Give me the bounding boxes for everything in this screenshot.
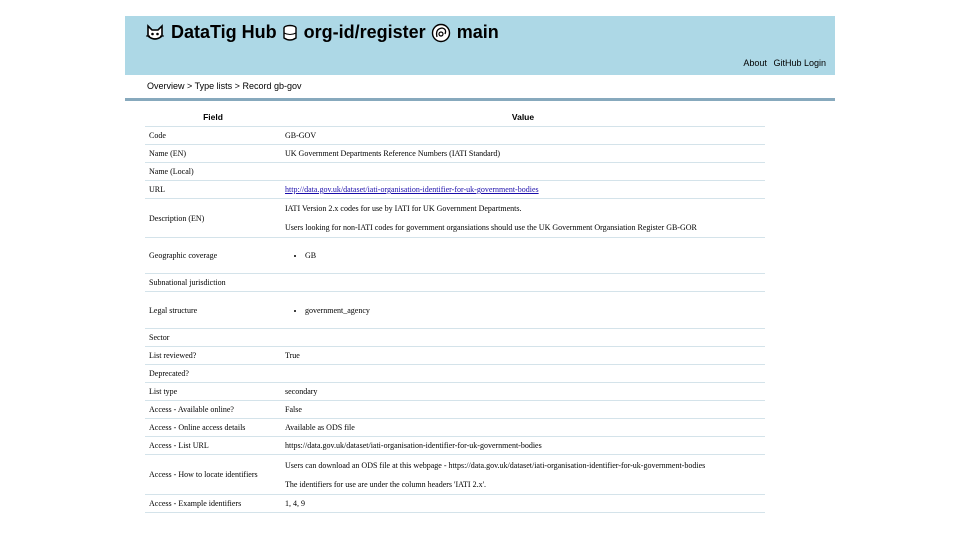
- field-value: [281, 329, 765, 347]
- table-row: [145, 199, 765, 238]
- app-name-link[interactable]: DataTig Hub: [171, 22, 277, 42]
- field-label: Name (EN): [145, 145, 281, 163]
- breadcrumb-separator: >: [187, 81, 193, 91]
- field-label: Description (EN): [145, 199, 281, 238]
- cat-icon: [145, 24, 165, 42]
- field-label: URL: [145, 181, 281, 199]
- list-item: • GB: [305, 251, 765, 260]
- field-label: Geographic coverage: [145, 238, 281, 274]
- table-row: [145, 419, 765, 437]
- github-login-link[interactable]: GitHub Login: [773, 58, 826, 68]
- site-header: [125, 16, 835, 75]
- field-label: List type: [145, 383, 281, 401]
- field-value: secondary: [281, 383, 765, 401]
- repo-link[interactable]: org-id/register: [303, 22, 426, 42]
- field-label: Access - Online access details: [145, 419, 281, 437]
- breadcrumb: [125, 75, 835, 101]
- description-paragraph: IATI Version 2.x codes for use by IATI for UK Government Departments.: [285, 204, 522, 213]
- field-label: Deprecated?: [145, 365, 281, 383]
- field-value: UK Government Departments Reference Numbers (IATI Standard): [281, 145, 765, 163]
- field-value: [281, 238, 765, 274]
- description-paragraph: Users looking for non-IATI codes for government organsiations should use the UK Government Organsiation Register GB-GOR: [285, 223, 697, 232]
- table-row: [145, 437, 765, 455]
- table-row: [145, 292, 765, 329]
- field-label: Code: [145, 127, 281, 145]
- field-value: [281, 199, 765, 238]
- table-row: [145, 401, 765, 419]
- field-label: Sector: [145, 329, 281, 347]
- top-nav: [739, 58, 826, 68]
- field-value: True: [281, 347, 765, 365]
- table-row: [145, 383, 765, 401]
- record-table: [145, 107, 765, 513]
- table-header-row: [145, 107, 765, 127]
- field-value: [281, 181, 765, 199]
- field-label: Subnational jurisdiction: [145, 274, 281, 292]
- field-value: https://data.gov.uk/dataset/iati-organisation-identifier-for-uk-government-bodies: [281, 437, 765, 455]
- field-column-header: Field: [145, 107, 281, 127]
- field-value: [281, 455, 765, 495]
- field-value: [281, 365, 765, 383]
- field-label: Access - Available online?: [145, 401, 281, 419]
- field-value: [281, 274, 765, 292]
- table-row: [145, 181, 765, 199]
- field-value: [281, 292, 765, 329]
- branch-link[interactable]: main: [456, 22, 499, 42]
- value-column-header: Value: [281, 107, 765, 127]
- field-value: False: [281, 401, 765, 419]
- table-row: [145, 145, 765, 163]
- field-value: GB-GOV: [281, 127, 765, 145]
- table-row: [145, 365, 765, 383]
- branch-icon: [431, 23, 451, 43]
- table-row: [145, 455, 765, 495]
- page-container: [125, 16, 835, 513]
- brand-bar: [145, 22, 504, 43]
- breadcrumb-current: Record gb-gov: [242, 81, 302, 91]
- breadcrumb-separator: >: [234, 81, 240, 91]
- table-row: [145, 329, 765, 347]
- field-value: [281, 163, 765, 181]
- field-label: Access - Example identifiers: [145, 495, 281, 513]
- locate-paragraph: Users can download an ODS file at this webpage - https://data.gov.uk/dataset/iati-organisation-identifier-for-uk-government-bodies: [285, 460, 706, 470]
- breadcrumb-overview[interactable]: Overview: [147, 81, 185, 91]
- about-link[interactable]: About: [743, 58, 767, 68]
- locate-paragraph: The identifiers for use are under the column headers 'IATI 2.x'.: [285, 479, 487, 489]
- breadcrumb-type-lists[interactable]: Type lists: [194, 81, 233, 91]
- database-icon: [282, 24, 298, 42]
- field-label: Access - How to locate identifiers: [145, 455, 281, 495]
- field-label: Name (Local): [145, 163, 281, 181]
- field-value: Available as ODS file: [281, 419, 765, 437]
- table-row: [145, 274, 765, 292]
- table-row: [145, 347, 765, 365]
- table-row: [145, 163, 765, 181]
- field-label: Access - List URL: [145, 437, 281, 455]
- table-row: [145, 127, 765, 145]
- field-value: 1, 4, 9: [281, 495, 765, 513]
- table-row: [145, 495, 765, 513]
- field-label: Legal structure: [145, 292, 281, 329]
- list-item: • government_agency: [305, 306, 765, 315]
- source-url-link[interactable]: http://data.gov.uk/dataset/iati-organisation-identifier-for-uk-government-bodies: [285, 185, 539, 194]
- table-row: [145, 238, 765, 274]
- field-label: List reviewed?: [145, 347, 281, 365]
